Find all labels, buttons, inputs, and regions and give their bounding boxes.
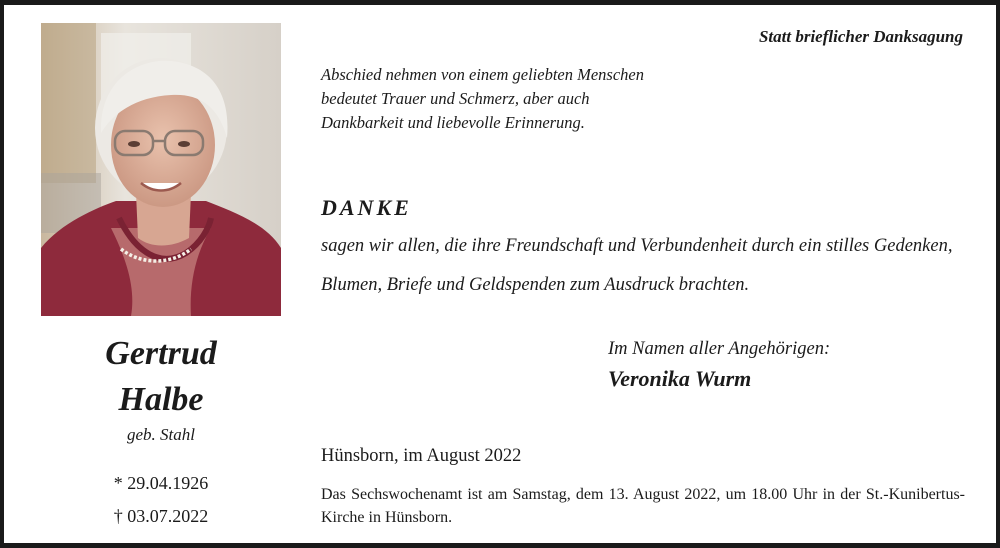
- place-date: Hünsborn, im August 2022: [321, 446, 522, 466]
- notice-title: Statt brieflicher Danksagung: [758, 27, 963, 46]
- verse-line: Abschied nehmen von einem geliebten Menschen: [321, 65, 644, 84]
- death-date-block: [41, 504, 281, 528]
- deceased-name: [41, 331, 281, 423]
- birth-date-block: [41, 471, 281, 495]
- signature-name: Veronika Wurm: [608, 366, 752, 391]
- signature-intro: Im Namen aller Angehörigen:: [608, 339, 831, 359]
- thanks-heading: DANKE: [321, 195, 412, 220]
- verse-line: Dankbarkeit und liebevolle Erinnerung.: [321, 113, 585, 132]
- death-date: † 03.07.2022: [113, 506, 209, 526]
- portrait-illustration: [41, 23, 281, 316]
- portrait-photo: [41, 23, 281, 316]
- thanks-text-line: Blumen, Briefe und Geldspenden zum Ausdruck brachten.: [321, 275, 750, 295]
- first-name: Gertrud: [105, 335, 217, 372]
- maiden-name: geb. Stahl: [127, 425, 195, 444]
- birth-date: * 29.04.1926: [113, 473, 209, 493]
- maiden-name-block: [41, 424, 281, 446]
- verse: [321, 63, 741, 135]
- verse-line: bedeutet Trauer und Schmerz, aber auch: [321, 89, 590, 108]
- thanks-text-line: sagen wir allen, die ihre Freundschaft und Verbundenheit durch ein stilles Gedenken,: [321, 236, 953, 256]
- last-name: Halbe: [118, 381, 204, 418]
- mass-notice: Das Sechswochenamt ist am Samstag, dem 13. August 2022, um 18.00 Uhr in der St.-Kunibertus-Kirche in Hünsborn.: [321, 486, 965, 526]
